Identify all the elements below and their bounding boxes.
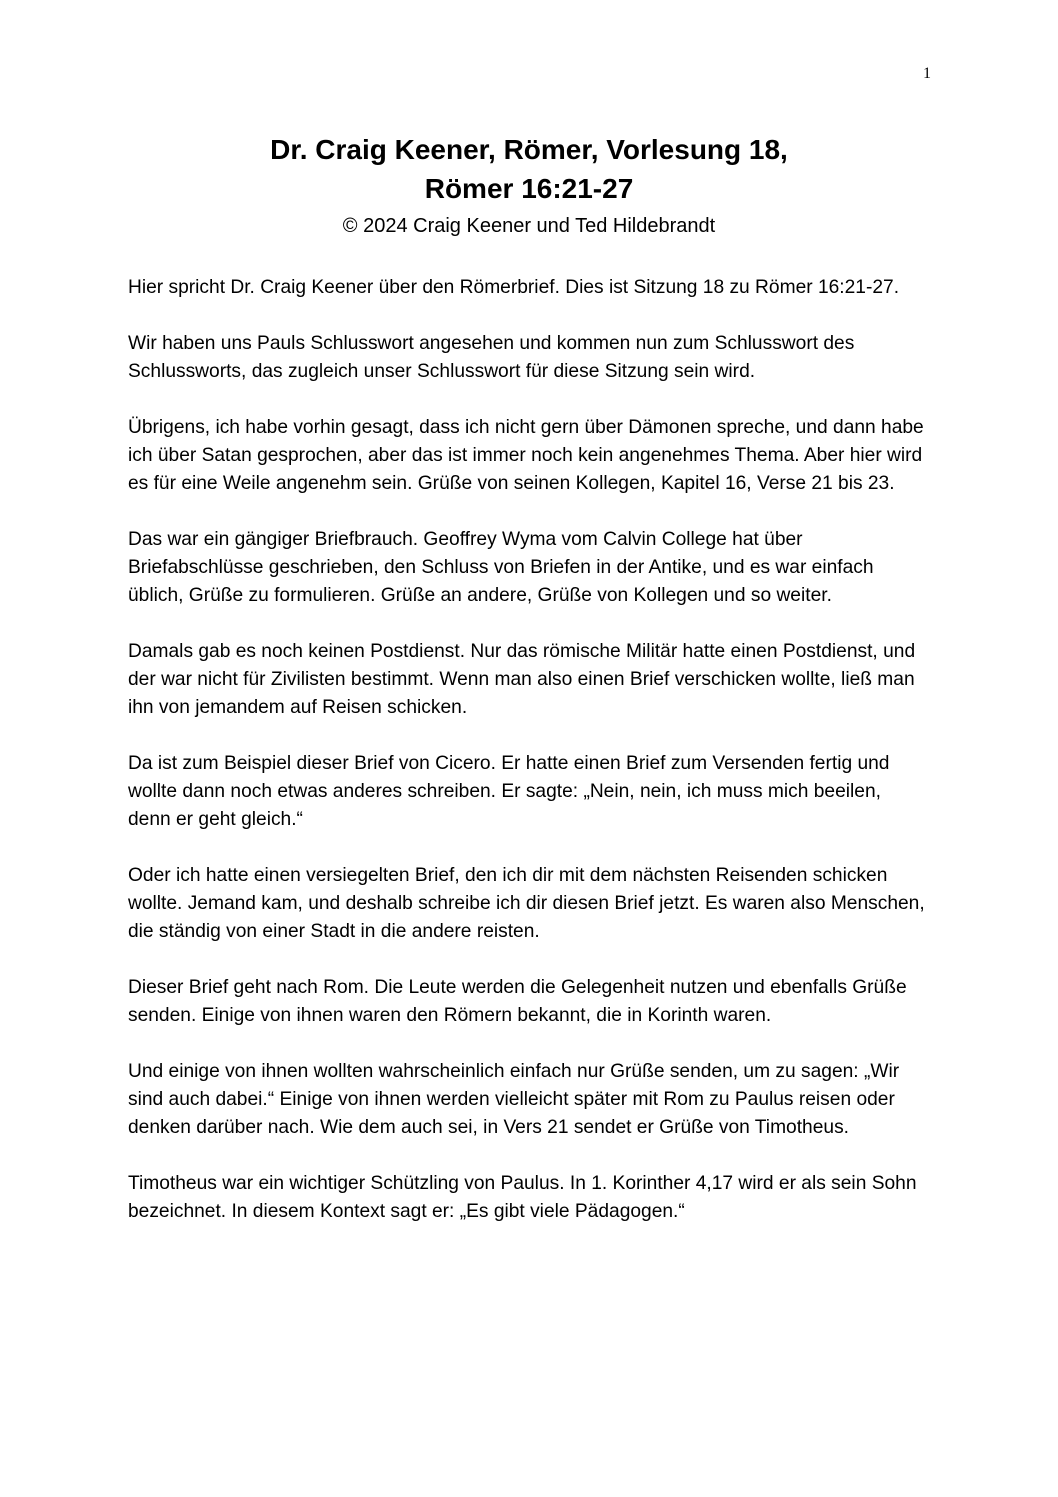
- paragraph: Das war ein gängiger Briefbrauch. Geoffrey Wyma vom Calvin College hat über Briefabschlüsse geschrieben, den Schluss von Briefen in der Antike, und es war einfach üblich, Grüße zu formulieren. Grüße an andere, Grüße von Kollegen und so weiter.: [128, 529, 874, 606]
- paragraph: Hier spricht Dr. Craig Keener über den Römerbrief. Dies ist Sitzung 18 zu Römer 16:21-27.: [128, 277, 900, 298]
- paragraph: Wir haben uns Pauls Schlusswort angesehen und kommen nun zum Schlusswort des Schlussworts, das zugleich unser Schlusswort für diese Sitzung sein wird.: [128, 333, 855, 382]
- document-title-line-1: Dr. Craig Keener, Römer, Vorlesung 18,: [270, 134, 788, 165]
- title-block: [0, 130, 1058, 240]
- paragraph: Timotheus war ein wichtiger Schützling von Paulus. In 1. Korinther 4,17 wird er als sein Sohn bezeichnet. In diesem Kontext sagt er: „Es gibt viele Pädagogen.“: [128, 1173, 917, 1222]
- document-title-line-2: Römer 16:21-27: [424, 173, 634, 204]
- copyright-notice: © 2024 Craig Keener und Ted Hildebrandt: [342, 215, 716, 237]
- page-number: 1: [923, 65, 931, 82]
- paragraph: Übrigens, ich habe vorhin gesagt, dass ich nicht gern über Dämonen spreche, und dann habe ich über Satan gesprochen, aber das ist immer noch kein angenehmes Thema. Aber hier wird es für eine Weile angenehm sein. Grüße von seinen Kollegen, Kapitel 16, Verse 21 bis 23.: [128, 417, 924, 494]
- body-text: [128, 274, 926, 1254]
- paragraph: Und einige von ihnen wollten wahrscheinlich einfach nur Grüße senden, um zu sagen: „Wir sind auch dabei.“ Einige von ihnen werden vielleicht später mit Rom zu Paulus reisen oder denken darüber nach. Wie dem auch sei, in Vers 21 sendet er Grüße von Timotheus.: [128, 1061, 900, 1138]
- paragraph: Da ist zum Beispiel dieser Brief von Cicero. Er hatte einen Brief zum Versenden fertig und wollte dann noch etwas anderes schreiben. Er sagte: „Nein, nein, ich muss mich beeilen, denn er geht gleich.“: [128, 753, 890, 830]
- paragraph: Dieser Brief geht nach Rom. Die Leute werden die Gelegenheit nutzen und ebenfalls Grüße senden. Einige von ihnen waren den Römern bekannt, die in Korinth waren.: [128, 977, 907, 1026]
- paragraph: Damals gab es noch keinen Postdienst. Nur das römische Militär hatte einen Postdienst, und der war nicht für Zivilisten bestimmt. Wenn man also einen Brief verschicken wollte, ließ man ihn von jemandem auf Reisen schicken.: [128, 641, 916, 718]
- paragraph: Oder ich hatte einen versiegelten Brief, den ich dir mit dem nächsten Reisenden schicken wollte. Jemand kam, und deshalb schreibe ich dir diesen Brief jetzt. Es waren also Menschen, die ständig von einer Stadt in die andere reisten.: [128, 865, 925, 942]
